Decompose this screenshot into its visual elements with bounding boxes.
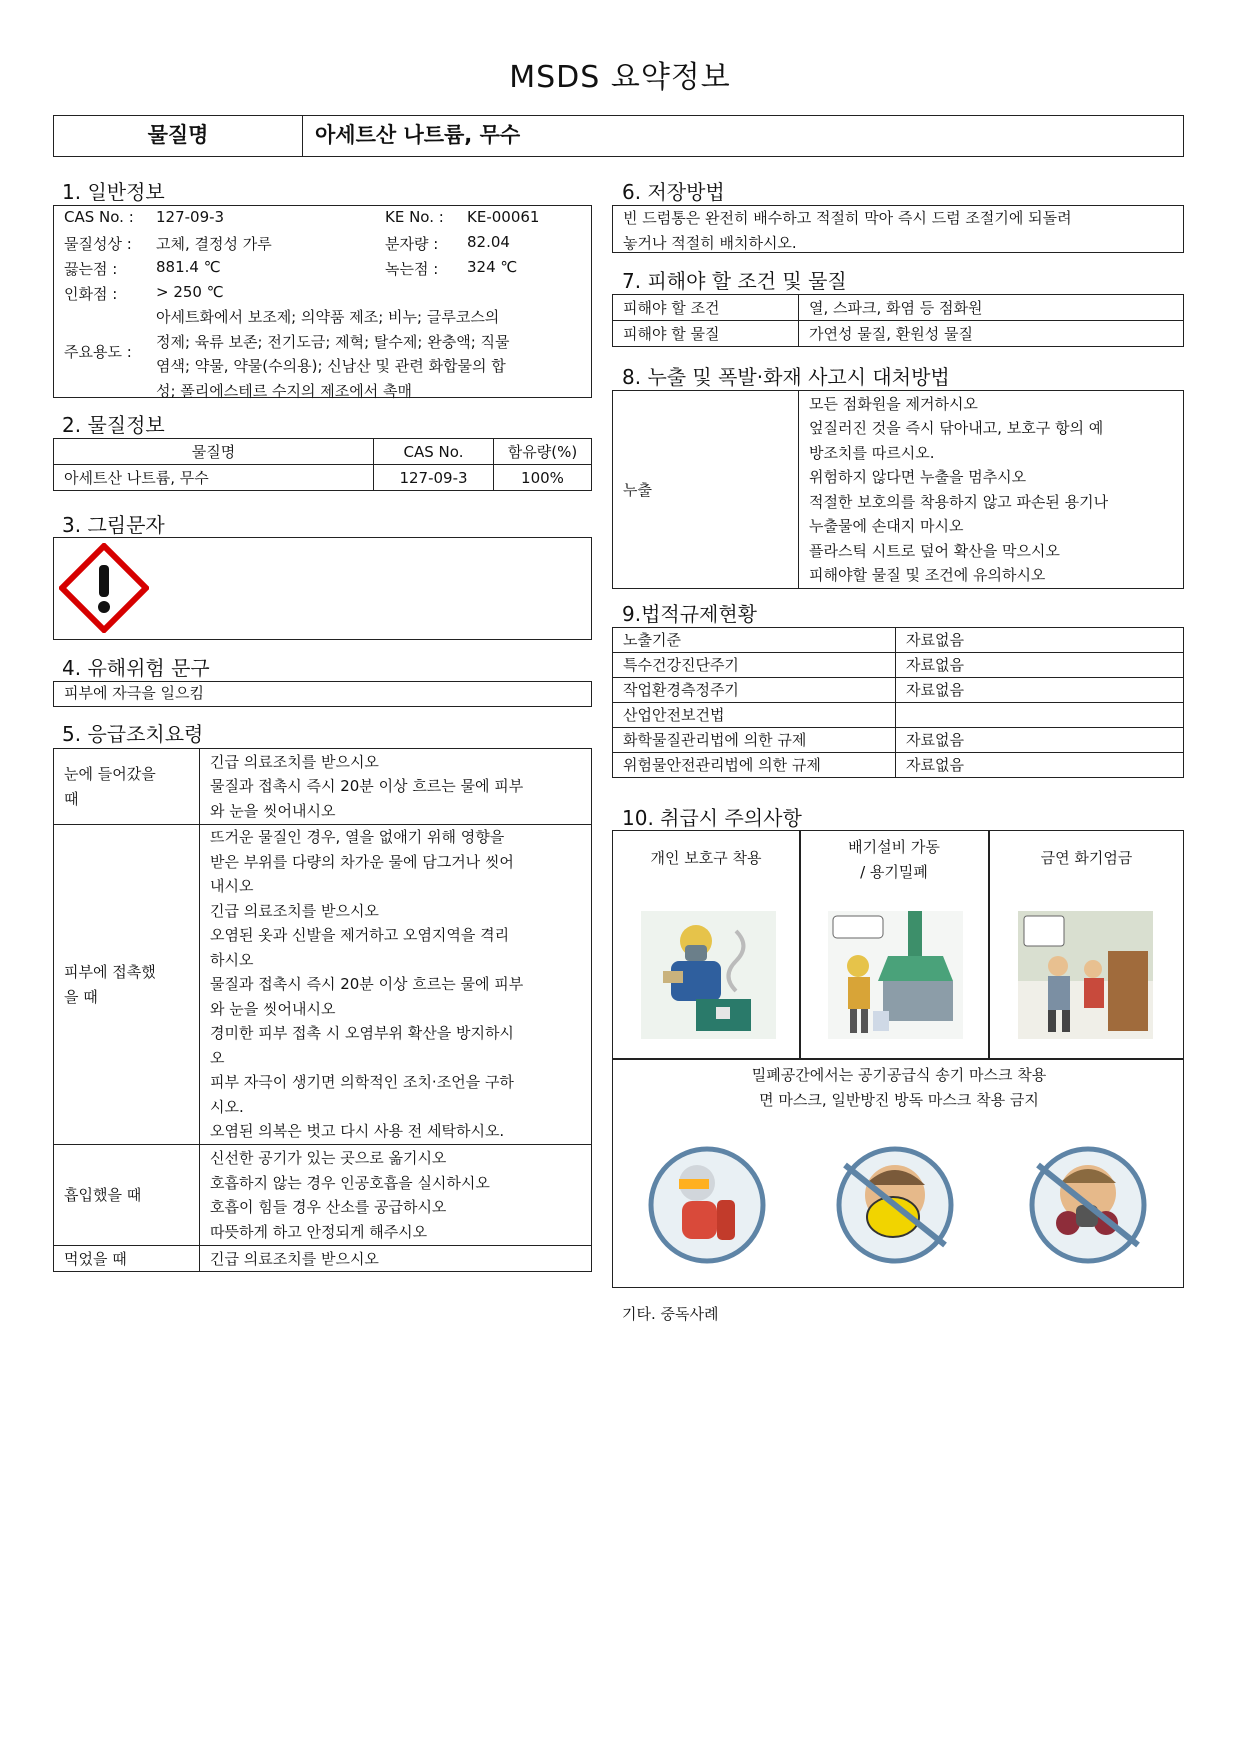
spill-line: 모든 점화원을 제거하시오	[809, 394, 978, 413]
regulations-table	[612, 627, 1184, 778]
first-aid-row-ingest	[54, 1246, 592, 1272]
protective-gear-worker-illustration	[641, 911, 776, 1039]
reg-label: 특수건강진단주기	[613, 653, 896, 678]
exclamation-mark-icon	[59, 543, 149, 633]
first-aid-table	[53, 748, 592, 1272]
reg-value: 자료없음	[896, 653, 1184, 678]
use-text	[156, 305, 586, 403]
use-label: 주요용도 :	[64, 343, 132, 361]
bp-label: 끓는점 :	[64, 260, 118, 278]
state-label: 물질성상 :	[64, 235, 132, 253]
reg-label: 위험물안전관리법에 의한 규제	[613, 753, 896, 778]
storage-line: 놓거나 적절히 배치하시오.	[623, 233, 797, 252]
use-line: 성; 폴리에스테르 수지의 제조에서 촉매	[156, 381, 412, 400]
row-label: 먹었을 때	[64, 1249, 127, 1268]
reg-label: 노출기준	[613, 628, 896, 653]
mp-value: 324 ℃	[467, 258, 518, 276]
avoid-value: 열, 스파크, 화염 등 점화원	[799, 295, 1184, 321]
cas-value: 127-09-3	[156, 208, 225, 226]
row-label: 눈에 들어갔을	[64, 765, 156, 783]
first-aid-line: 와 눈을 씻어내시오	[210, 801, 336, 820]
exhaust-hood-worker-illustration	[828, 911, 963, 1039]
row-label: 피부에 접촉했	[64, 963, 156, 981]
no-smoking-workers-illustration	[1018, 911, 1153, 1039]
flash-value: > 250 ℃	[156, 283, 224, 301]
row-label: 흡입했을 때	[64, 1186, 142, 1204]
hazard-heading: 4. 유해위험 문구	[62, 656, 210, 680]
row-label: 을 때	[64, 987, 98, 1006]
reg-value: 자료없음	[896, 728, 1184, 753]
col-header-name: 물질명	[54, 439, 374, 465]
handling-col2-line: / 용기밀폐	[860, 862, 928, 881]
hazard-text: 피부에 자극을 일으킴	[53, 681, 592, 707]
first-aid-line: 호흡하지 않는 경우 인공호흡을 실시하시오	[210, 1173, 490, 1192]
storage-box	[612, 205, 1184, 253]
ke-value: KE-00061	[467, 208, 540, 226]
cell-cas: 127-09-3	[374, 465, 494, 491]
spill-line: 플라스틱 시트로 덮어 확산을 막으시오	[809, 541, 1060, 560]
row-label: 때	[64, 789, 79, 808]
handling-col2-label	[800, 835, 988, 884]
reg-value	[896, 703, 1184, 728]
first-aid-line: 오염된 옷과 신발을 제거하고 오염지역을 격리	[210, 926, 510, 945]
handling-note-line: 면 마스크, 일반방진 방독 마스크 착용 금지	[759, 1090, 1039, 1109]
first-aid-line: 뜨거운 물질인 경우, 열을 없애기 위해 영향을	[210, 828, 505, 847]
mp-label: 녹는점 :	[385, 260, 439, 278]
composition-table-wrap	[53, 438, 592, 491]
first-aid-line: 경미한 피부 접촉 시 오염부위 확산을 방지하시	[210, 1024, 514, 1043]
first-aid-row-skin	[54, 825, 592, 1145]
avoid-value: 가연성 물질, 환원성 물질	[799, 321, 1184, 347]
col-header-cas: CAS No.	[374, 439, 494, 465]
first-aid-row-inhale	[54, 1145, 592, 1246]
reg-value: 자료없음	[896, 628, 1184, 653]
regulations-table-wrap	[612, 627, 1184, 778]
use-line: 염색; 약물, 약물(수의용); 신남산 및 관련 화합물의 합	[156, 357, 506, 375]
pictogram-box	[53, 537, 592, 640]
first-aid-line: 물질과 접촉시 즉시 20분 이상 흐르는 물에 피부	[210, 777, 524, 796]
spill-line: 적절한 보호의를 착용하지 않고 파손된 용기나	[809, 492, 1109, 511]
use-line: 아세트화에서 보조제; 의약품 제조; 비누; 글루코스의	[156, 308, 500, 326]
cas-label: CAS No. :	[64, 208, 134, 226]
avoid-table	[612, 294, 1184, 347]
reg-value: 자료없음	[896, 753, 1184, 778]
handling-heading: 10. 취급시 주의사항	[622, 806, 802, 830]
bp-value: 881.4 ℃	[156, 258, 221, 276]
first-aid-line: 피부 자극이 생기면 의학적인 조치·조언을 구하	[210, 1073, 514, 1092]
handling-col3-label: 금연 화기엄금	[1040, 849, 1133, 867]
composition-table	[53, 438, 592, 491]
reg-label: 산업안전보건법	[613, 703, 896, 728]
regulations-heading: 9.법적규제현황	[622, 602, 758, 626]
avoid-table-wrap	[612, 294, 1184, 347]
first-aid-line: 내시오	[210, 877, 254, 896]
reg-label: 화학물질관리법에 의한 규제	[613, 728, 896, 753]
first-aid-line: 시오.	[210, 1097, 244, 1116]
handling-col2-line: 배기설비 가동	[848, 838, 940, 856]
mw-value: 82.04	[467, 233, 510, 251]
use-line: 정제; 육류 보존; 전기도금; 제혁; 탈수제; 완충액; 직물	[156, 332, 510, 351]
cell-content: 100%	[494, 465, 592, 491]
reg-value: 자료없음	[896, 678, 1184, 703]
pictogram-heading: 3. 그림문자	[62, 513, 165, 537]
general-heading: 1. 일반정보	[62, 180, 165, 204]
state-value: 고체, 결정성 가루	[156, 235, 272, 253]
cell-name: 아세트산 나트륨, 무수	[54, 465, 374, 491]
handling-note	[613, 1063, 1185, 1112]
ke-label: KE No. :	[385, 208, 444, 226]
dust-mask-illustration	[825, 1145, 965, 1265]
general-info-box	[53, 205, 592, 398]
other-text: 기타. 중독사례	[622, 1305, 719, 1323]
material-header	[53, 115, 1184, 157]
handling-note-line: 밀폐공간에서는 공기공급식 송기 마스크 착용	[751, 1066, 1047, 1084]
reg-label: 작업환경측정주기	[613, 678, 896, 703]
first-aid-line: 하시오	[210, 950, 254, 969]
composition-heading: 2. 물질정보	[62, 413, 165, 437]
first-aid-line: 따뜻하게 하고 안정되게 해주시오	[210, 1222, 428, 1241]
first-aid-line: 긴급 의료조치를 받으시오	[210, 752, 379, 771]
mw-label: 분자량 :	[385, 235, 439, 253]
first-aid-line: 물질과 접촉시 즉시 20분 이상 흐르는 물에 피부	[210, 975, 524, 994]
spill-label: 누출	[613, 391, 799, 589]
material-label: 물질명	[54, 116, 303, 156]
spill-table-wrap	[612, 390, 1184, 589]
first-aid-line: 오	[210, 1048, 225, 1067]
spill-line: 피해야할 물질 및 조건에 유의하시오	[809, 566, 1046, 584]
first-aid-line: 긴급 의료조치를 받으시오	[210, 901, 379, 920]
col-header-content: 함유량(%)	[494, 439, 592, 465]
spill-heading: 8. 누출 및 폭발·화재 사고시 대처방법	[622, 365, 950, 389]
avoid-label: 피해야 할 조건	[613, 295, 799, 321]
spill-line: 방조치를 따르시오.	[809, 443, 935, 462]
handling-col1-label: 개인 보호구 착용	[650, 849, 762, 867]
spill-line: 누출물에 손대지 마시오	[809, 517, 964, 535]
first-aid-line: 오염된 의복은 벗고 다시 사용 전 세탁하시오.	[210, 1122, 505, 1141]
first-aid-line: 호흡이 힘들 경우 산소를 공급하시오	[210, 1198, 447, 1216]
first-aid-line: 긴급 의료조치를 받으시오	[210, 1249, 379, 1268]
first-aid-row-eye	[54, 749, 592, 825]
avoid-label: 피해야 할 물질	[613, 321, 799, 347]
gas-mask-illustration	[1018, 1145, 1158, 1265]
handling-box	[612, 830, 1184, 1288]
spill-line: 엎질러진 것을 즉시 닦아내고, 보호구 항의 예	[809, 419, 1104, 437]
storage-heading: 6. 저장방법	[622, 180, 725, 204]
first-aid-line: 받은 부위를 다량의 차가운 물에 담그거나 씻어	[210, 852, 514, 871]
spill-line: 위험하지 않다면 누출을 멈추시오	[809, 468, 1027, 486]
first-aid-heading: 5. 응급조치요령	[62, 722, 204, 746]
material-value: 아세트산 나트륨, 무수	[315, 123, 521, 147]
air-supply-mask-illustration	[637, 1145, 777, 1265]
first-aid-table-wrap	[53, 748, 592, 1272]
spill-table	[612, 390, 1184, 589]
first-aid-line: 와 눈을 씻어내시오	[210, 999, 336, 1018]
avoid-heading: 7. 피해야 할 조건 및 물질	[622, 269, 847, 293]
storage-line: 빈 드럼통은 완전히 배수하고 적절히 막아 즉시 드럼 조절기에 되돌려	[623, 209, 1072, 227]
first-aid-line: 신선한 공기가 있는 곳으로 옮기시오	[210, 1149, 447, 1167]
page-title: MSDS 요약정보	[509, 60, 731, 95]
flash-label: 인화점 :	[64, 285, 118, 303]
